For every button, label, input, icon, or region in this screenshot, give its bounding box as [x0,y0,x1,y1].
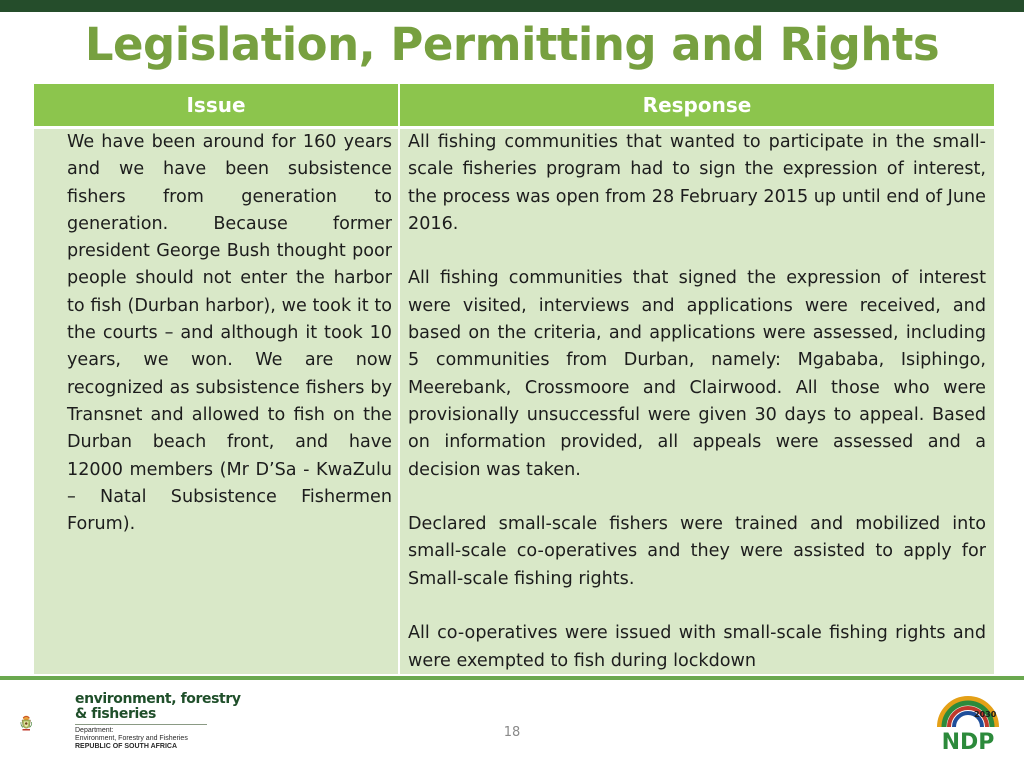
response-cell [400,129,994,674]
ndp-year: 2030 [974,710,997,719]
coat-of-arms-icon [20,689,70,757]
department-name [75,692,241,722]
department-sub-line2: Environment, Forestry and Fisheries [75,735,188,742]
response-paragraph-4: All co-operatives were issued with small-scale fishing rights and were exempted to fish during lockdown [408,623,986,671]
issues-table [34,84,994,674]
footer-rule [0,676,1024,680]
issue-cell [34,129,398,674]
response-paragraph-3: Declared small-scale fishers were trained and mobilized into small-scale co-operatives and they were assisted to apply for Small-scale fishing rights. [408,514,986,589]
ndp-letters: NDP [941,730,995,755]
top-bar [0,0,1024,12]
department-sub-line3: REPUBLIC OF SOUTH AFRICA [75,743,178,750]
department-name-line2: & fisheries [75,706,156,722]
page-title: Legislation, Permitting and Rights [84,18,940,71]
issue-text: We have been around for 160 years and we have been subsistence fishers from generation to generation. Because former president George Bush thought poor people should not enter the harbor to fish (Durban harbor), we took it to the courts – and although it took 10 years, we won. We are now recognized as subsistence fishers by Transnet and allowed to fish on the Durban beach front, and have 12000 members (Mr D’Sa - KwaZulu – Natal Subsistence Fishermen Forum). [67,132,392,535]
response-paragraph-1: All fishing communities that wanted to participate in the small-scale fisheries program had to sign the expression of interest, the process was open from 28 February 2015 up until end of June 2016. [408,132,986,234]
ndp-logo-icon [934,687,1002,755]
response-column-header: Response [400,84,994,126]
response-paragraph-2: All fishing communities that signed the expression of interest were visited, interviews and applications were received, and based on the criteria, and applications were assessed, including 5 communities from Durban, namely: Mgababa, Isiphingo, Meerebank, Crossmoore and Clairwood. All those who were provisionally unsuccessful were given 30 days to appeal. Based on information provided, all appeals were assessed and a decision was taken. [408,268,986,480]
page-number: 18 [503,725,521,740]
department-name-line1: environment, forestry [75,691,241,707]
department-sub-line1: Department: [75,727,114,734]
issue-column-header: Issue [34,84,398,126]
